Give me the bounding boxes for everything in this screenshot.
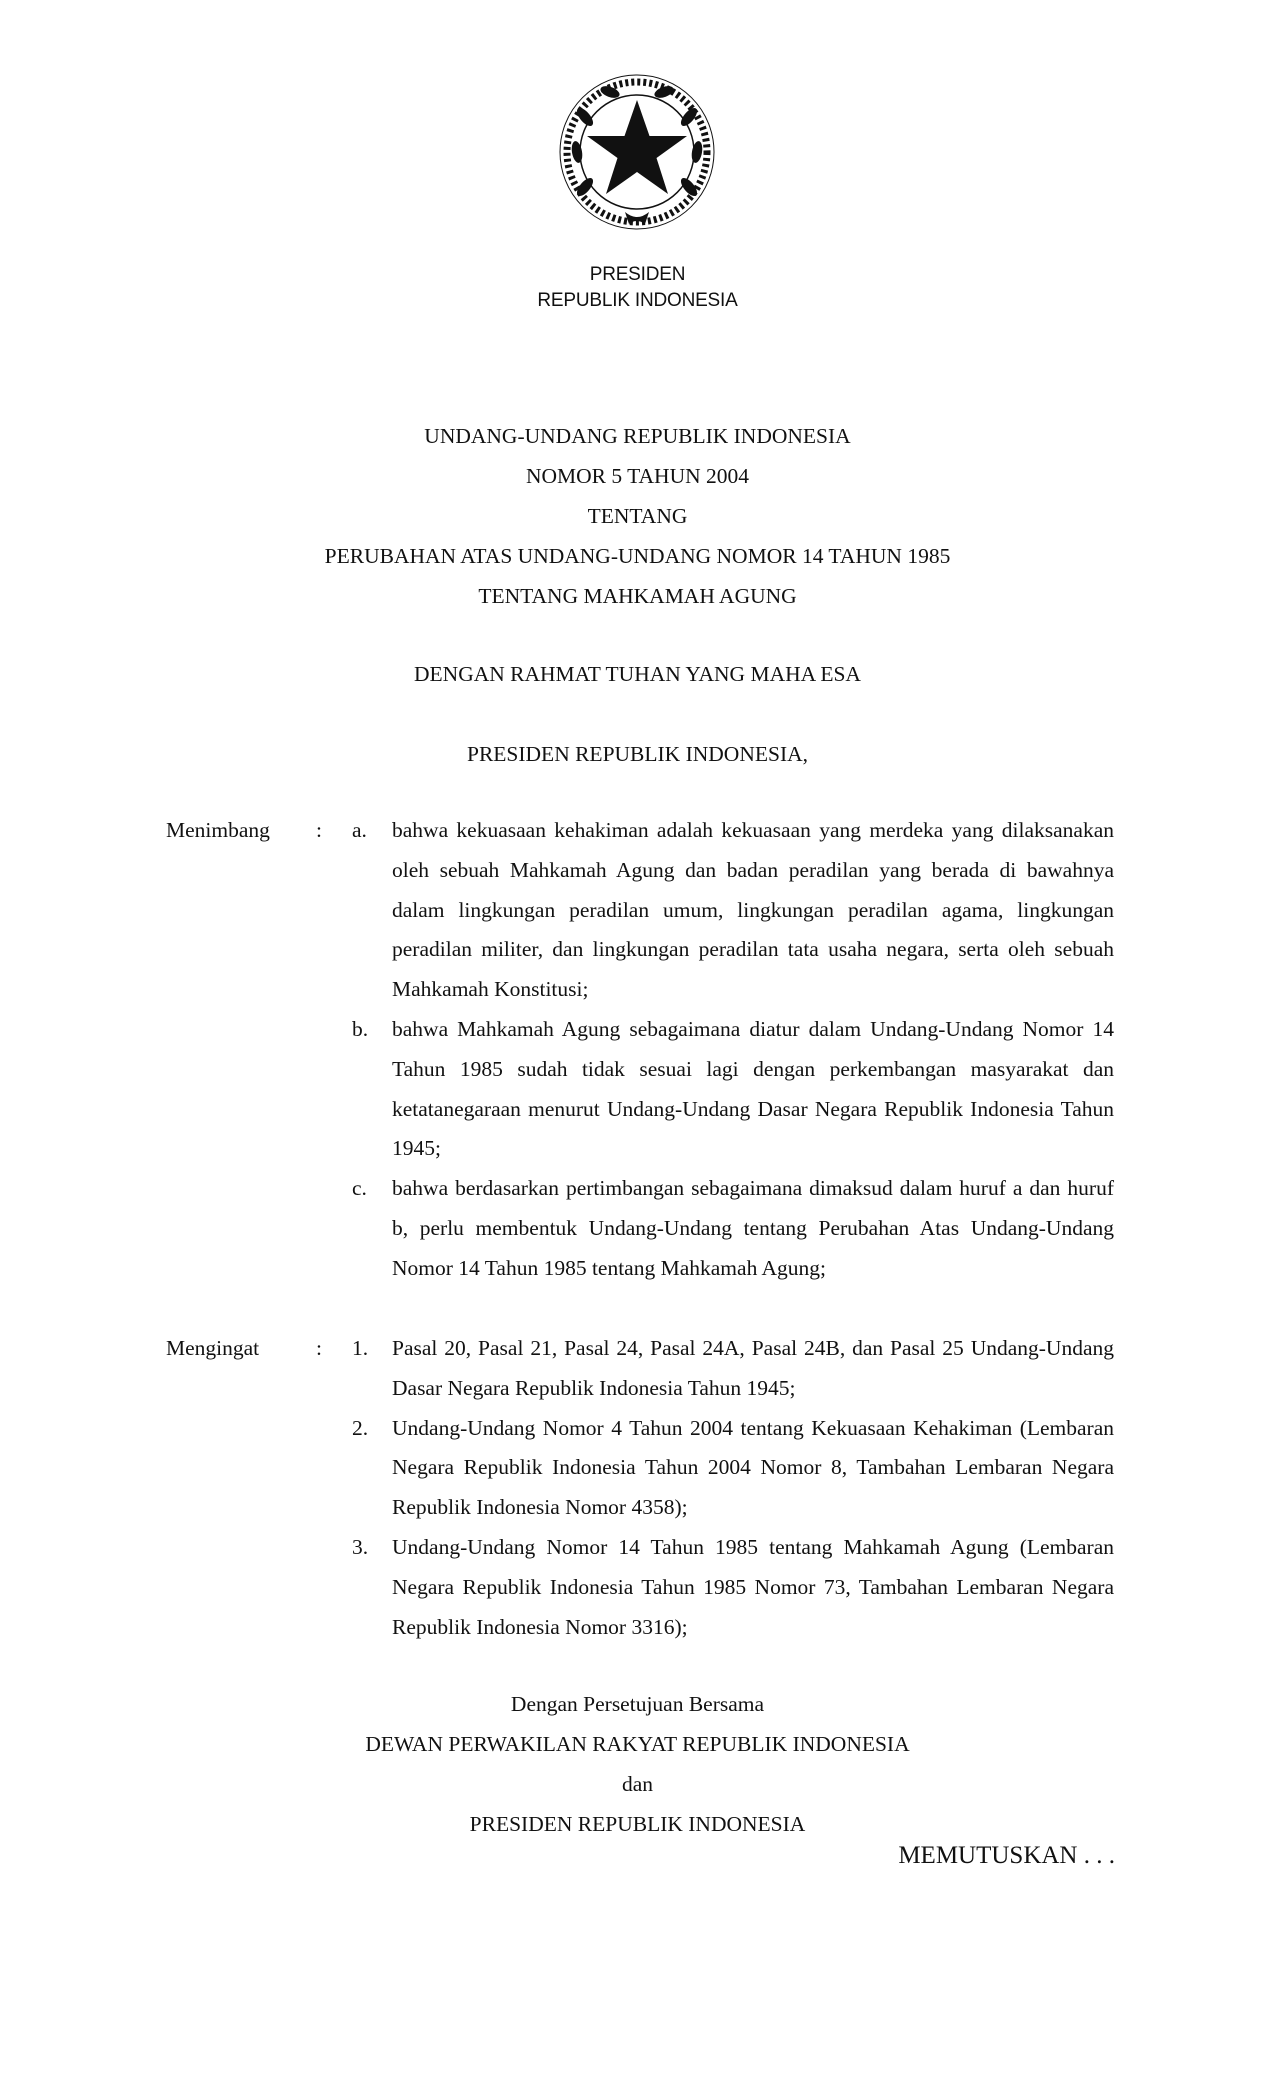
- title-line3: TENTANG: [587, 504, 688, 528]
- letterhead-line2: REPUBLIK INDONESIA: [537, 290, 738, 311]
- rahmat-line: DENGAN RAHMAT TUHAN YANG MAHA ESA: [414, 662, 861, 686]
- menimbang-item: [0, 1010, 1275, 1169]
- continuation-text: MEMUTUSKAN . . .: [898, 1842, 1115, 1869]
- mengingat-section: [0, 1329, 1275, 1647]
- title-line5: TENTANG MAHKAMAH AGUNG: [478, 584, 797, 608]
- item-mark: 2.: [352, 1415, 369, 1440]
- item-text: bahwa berdasarkan pertimbangan sebagaimana dimaksud dalam huruf a dan huruf b, perlu membentuk Undang-Undang tentang Perubahan Atas Undang-Undang Nomor 14 Tahun 1985 tentang Mahkamah Agung;: [392, 1176, 1114, 1280]
- item-mark: 1.: [352, 1336, 369, 1360]
- mengingat-item: [0, 1409, 1275, 1528]
- item-text: Undang-Undang Nomor 14 Tahun 1985 tentang Mahkamah Agung (Lembaran Negara Republik Indonesia Tahun 1985 Nomor 73, Tambahan Lembaran Negara Republik Indonesia Nomor 3316);: [392, 1534, 1114, 1639]
- menimbang-item: [0, 811, 1275, 1010]
- menimbang-colon: :: [316, 818, 322, 842]
- letterhead-line1: PRESIDEN: [589, 264, 686, 285]
- title-line2: NOMOR 5 TAHUN 2004: [525, 464, 750, 488]
- persetujuan-block: [0, 1684, 1275, 1844]
- item-text: Pasal 20, Pasal 21, Pasal 24, Pasal 24A, Pasal 24B, dan Pasal 25 Undang-Undang Dasar Negara Republik Indonesia Tahun 1945;: [392, 1336, 1114, 1400]
- item-mark: a.: [352, 818, 367, 842]
- menimbang-label: Menimbang: [166, 818, 270, 842]
- item-mark: b.: [352, 1016, 369, 1041]
- item-text: Undang-Undang Nomor 4 Tahun 2004 tentang Kekuasaan Kehakiman (Lembaran Negara Republik Indonesia Tahun 2004 Nomor 8, Tambahan Lembaran Negara Republik Indonesia Nomor 4358);: [392, 1415, 1114, 1520]
- persetujuan-line2: DEWAN PERWAKILAN RAKYAT REPUBLIK INDONESIA: [365, 1732, 910, 1756]
- star-wreath-emblem-icon: [555, 72, 720, 237]
- item-mark: c.: [352, 1176, 367, 1201]
- mengingat-item: [0, 1528, 1275, 1647]
- persetujuan-line4: PRESIDEN REPUBLIK INDONESIA: [469, 1812, 806, 1836]
- persetujuan-line1: Dengan Persetujuan Bersama: [510, 1692, 765, 1716]
- letterhead: [0, 262, 1275, 314]
- menimbang-item: [0, 1169, 1275, 1288]
- title-line1: UNDANG-UNDANG REPUBLIK INDONESIA: [424, 424, 851, 448]
- document-title: [0, 416, 1275, 616]
- title-line4: PERUBAHAN ATAS UNDANG-UNDANG NOMOR 14 TAHUN 1985: [324, 544, 951, 568]
- menimbang-section: [0, 811, 1275, 1289]
- presiden-line: PRESIDEN REPUBLIK INDONESIA,: [466, 742, 809, 766]
- mengingat-item: [0, 1329, 1275, 1409]
- mengingat-label: Mengingat: [166, 1336, 260, 1360]
- item-text: bahwa Mahkamah Agung sebagaimana diatur dalam Undang-Undang Nomor 14 Tahun 1985 sudah tidak sesuai lagi dengan perkembangan masyarakat dan ketatanegaraan menurut Undang-Undang Dasar Negara Republik Indonesia Tahun 1945;: [392, 1016, 1114, 1161]
- item-text: bahwa kekuasaan kehakiman adalah kekuasaan yang merdeka yang dilaksanakan oleh sebuah Mahkamah Agung dan badan peradilan yang berada di bawahnya dalam lingkungan peradilan umum, lingkungan peradilan agama, lingkungan peradilan militer, dan lingkungan peradilan tata usaha negara, serta oleh sebuah Mahkamah Konstitusi;: [392, 818, 1114, 1002]
- mengingat-colon: :: [316, 1336, 322, 1360]
- item-mark: 3.: [352, 1534, 369, 1559]
- persetujuan-line3: dan: [621, 1772, 654, 1796]
